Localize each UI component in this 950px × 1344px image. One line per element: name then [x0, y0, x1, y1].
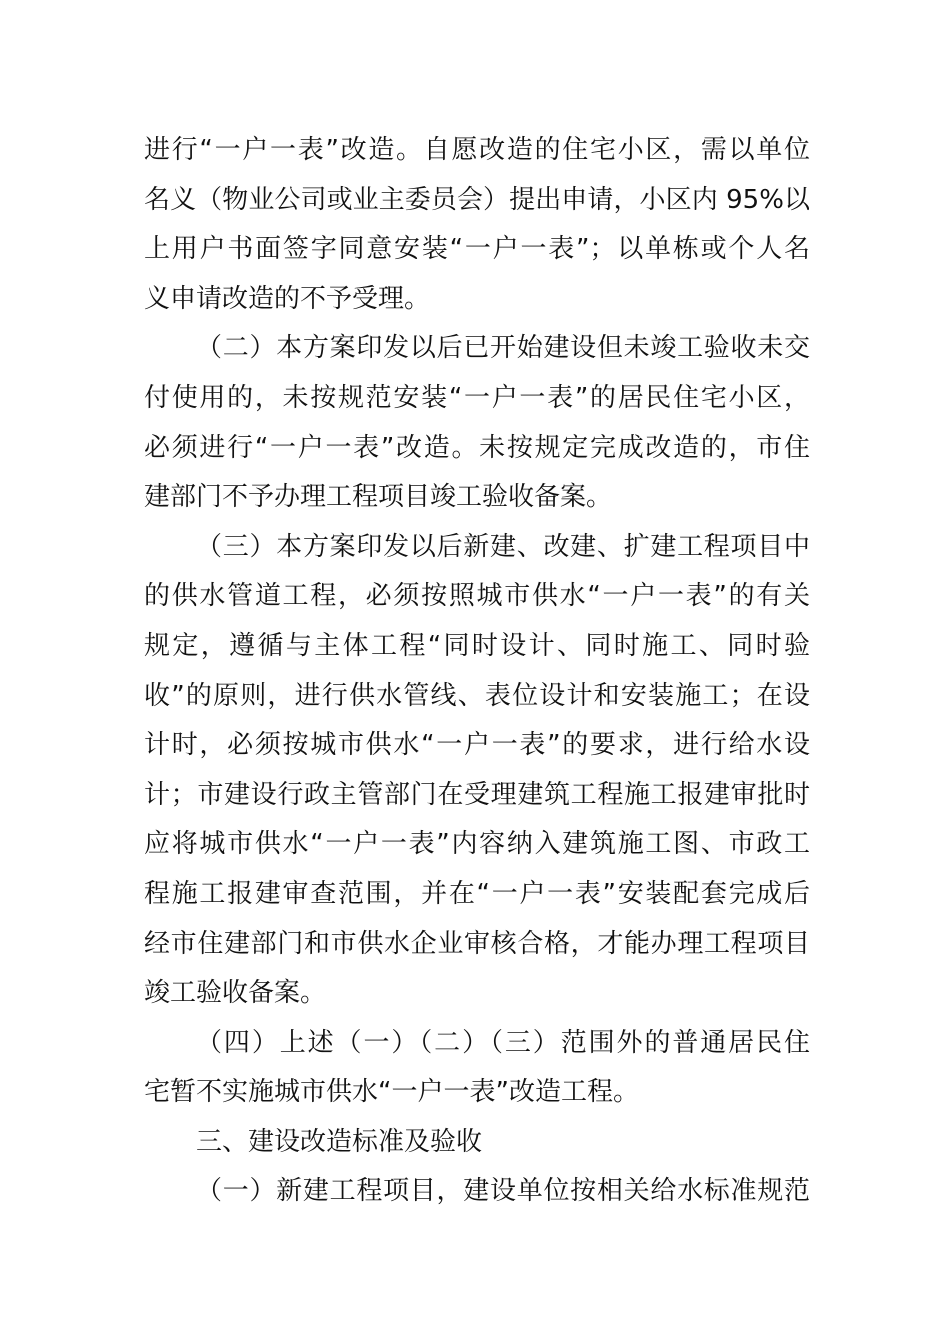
text-line: 名义（物业公司或业主委员会）提出申请，小区内 95%以 [144, 184, 810, 215]
text-line: 的供水管道工程，必须按照城市供水“一户一表”的有关 [144, 581, 810, 612]
text-line: 竣工验收备案。 [144, 978, 327, 1009]
text-line: 进行“一户一表”改造。自愿改造的住宅小区，需以单位 [144, 135, 810, 165]
text-line: 建部门不予办理工程项目竣工验收备案。 [144, 482, 613, 513]
text-line: （三）本方案印发以后新建、改建、扩建工程项目中 [196, 531, 810, 562]
text-line: 计；市建设行政主管部门在受理建筑工程施工报建审批时 [144, 779, 810, 810]
text-line: 宅暂不实施城市供水“一户一表”改造工程。 [144, 1077, 639, 1108]
text-line: 应将城市供水“一户一表”内容纳入建筑施工图、市政工 [144, 829, 810, 860]
text-line: （二）本方案印发以后已开始建设但未竣工验收未交 [196, 333, 810, 364]
text-line: 经市住建部门和市供水企业审核合格，才能办理工程项目 [144, 928, 810, 959]
text-line: 收”的原则，进行供水管线、表位设计和安装施工；在设 [144, 680, 810, 711]
text-line: 付使用的，未按规范安装“一户一表”的居民住宅小区， [144, 382, 810, 413]
text-line: 义申请改造的不予受理。 [144, 283, 431, 314]
text-line: 必须进行“一户一表”改造。未按规定完成改造的，市住 [144, 432, 810, 463]
text-line: （四）上述（一）（二）（三）范围外的普通居民住 [196, 1027, 810, 1058]
text-line: 规定，遵循与主体工程“同时设计、同时施工、同时验 [144, 630, 810, 661]
document-body [144, 126, 810, 1217]
text-line: 程施工报建审查范围，并在“一户一表”安装配套完成后 [144, 878, 810, 909]
text-line: 计时，必须按城市供水“一户一表”的要求，进行给水设 [144, 730, 810, 761]
section-heading: 三、建设改造标准及验收 [196, 1126, 483, 1157]
text-line: （一）新建工程项目，建设单位按相关给水标准规范 [196, 1176, 810, 1207]
text-line: 上用户书面签字同意安装“一户一表”；以单栋或个人名 [144, 234, 810, 265]
